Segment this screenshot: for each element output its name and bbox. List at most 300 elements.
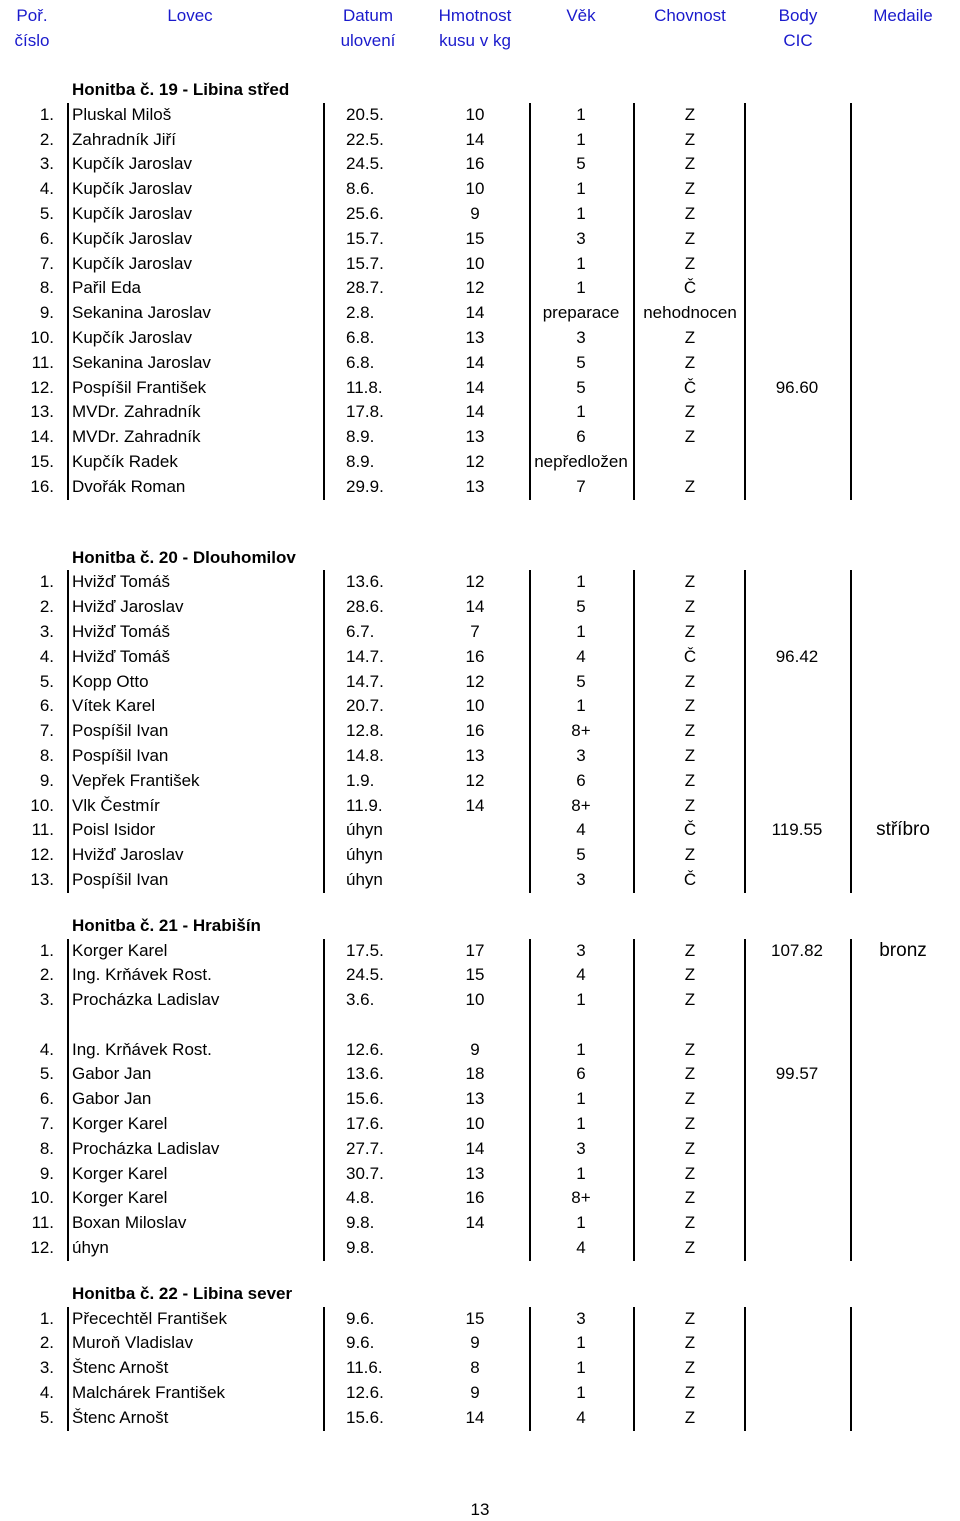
breeding-score: Z bbox=[684, 179, 696, 199]
column-divider bbox=[529, 1307, 531, 1431]
table-row bbox=[0, 1038, 960, 1063]
table-row bbox=[0, 103, 960, 128]
breeding-score: nehodnocen bbox=[643, 303, 737, 323]
breeding-score: Z bbox=[684, 1138, 696, 1158]
table-header bbox=[0, 0, 960, 57]
table-row bbox=[0, 1062, 960, 1087]
hunting-ground-section bbox=[0, 914, 960, 1261]
age: nepředložen bbox=[534, 451, 628, 471]
row-number: 15. bbox=[30, 451, 54, 471]
hunter-name: Procházka Ladislav bbox=[72, 1138, 220, 1158]
catch-date: 9.8. bbox=[346, 1238, 375, 1258]
age: 5 bbox=[576, 154, 586, 174]
hunter-name: Gabor Jan bbox=[72, 1089, 152, 1109]
table-row bbox=[0, 1112, 960, 1137]
header-line-1: Lovec bbox=[167, 6, 213, 25]
table-row bbox=[0, 128, 960, 153]
hunter-name: Dvořák Roman bbox=[72, 476, 186, 496]
row-number: 9. bbox=[39, 770, 54, 790]
hunter-name: Vepřek František bbox=[72, 770, 200, 790]
hunter-name: Vítek Karel bbox=[72, 696, 156, 716]
weight: 10 bbox=[465, 253, 485, 273]
breeding-score: Z bbox=[684, 253, 696, 273]
hunter-name: úhyn bbox=[72, 1238, 109, 1258]
row-number: 2. bbox=[39, 1333, 54, 1353]
breeding-score: Z bbox=[684, 696, 696, 716]
weight: 16 bbox=[465, 721, 485, 741]
catch-date: 25.6. bbox=[346, 203, 384, 223]
row-number: 4. bbox=[39, 646, 54, 666]
weight: 12 bbox=[465, 278, 485, 298]
catch-date: 15.7. bbox=[346, 253, 384, 273]
hunting-ground-section bbox=[0, 78, 960, 500]
header-col-points bbox=[760, 3, 836, 53]
row-number: 2. bbox=[39, 129, 54, 149]
weight: 14 bbox=[465, 597, 485, 617]
header-line-1: Věk bbox=[566, 6, 596, 25]
weight: 9 bbox=[470, 1039, 480, 1059]
table-row bbox=[0, 595, 960, 620]
hunter-name: Ing. Krňávek Rost. bbox=[72, 1039, 212, 1059]
breeding-score: Z bbox=[684, 352, 696, 372]
column-divider bbox=[633, 1307, 635, 1431]
section-title-row bbox=[0, 546, 960, 571]
row-number: 12. bbox=[30, 845, 54, 865]
weight: 10 bbox=[465, 990, 485, 1010]
age: 1 bbox=[576, 402, 586, 422]
table-row bbox=[0, 1236, 960, 1261]
hunter-name: Pospíšil Ivan bbox=[72, 721, 169, 741]
breeding-score: Z bbox=[684, 940, 696, 960]
hunting-ground-section bbox=[0, 546, 960, 893]
row-number: 11. bbox=[31, 1213, 54, 1233]
age: 5 bbox=[576, 377, 586, 397]
catch-date: úhyn bbox=[346, 820, 383, 840]
row-number: 14. bbox=[30, 427, 54, 447]
weight: 14 bbox=[465, 303, 485, 323]
catch-date: 17.5. bbox=[346, 940, 384, 960]
weight: 16 bbox=[465, 1188, 485, 1208]
breeding-score: Z bbox=[684, 572, 696, 592]
table-row bbox=[0, 939, 960, 964]
row-number: 1. bbox=[39, 572, 54, 592]
hunt-records bbox=[0, 78, 960, 1431]
breeding-score: Z bbox=[684, 1407, 696, 1427]
column-divider bbox=[529, 103, 531, 500]
table-row bbox=[0, 963, 960, 988]
weight: 15 bbox=[465, 228, 485, 248]
cic-points: 107.82 bbox=[771, 940, 823, 960]
age: 6 bbox=[576, 1064, 586, 1084]
age: 1 bbox=[576, 203, 586, 223]
catch-date: 14.7. bbox=[346, 646, 384, 666]
table-row bbox=[0, 843, 960, 868]
catch-date: 12.8. bbox=[346, 721, 384, 741]
hunter-name: Kupčík Radek bbox=[72, 451, 178, 471]
header-line-2: číslo bbox=[14, 31, 50, 50]
column-divider bbox=[67, 939, 69, 1261]
row-number: 6. bbox=[39, 228, 54, 248]
hunter-name: Kupčík Jaroslav bbox=[72, 179, 192, 199]
header-col-date bbox=[336, 3, 400, 53]
age: 1 bbox=[576, 278, 586, 298]
hunter-name: Kupčík Jaroslav bbox=[72, 253, 192, 273]
age: 1 bbox=[576, 1089, 586, 1109]
section-title: Honitba č. 20 - Dlouhomilov bbox=[72, 547, 296, 567]
catch-date: 13.6. bbox=[346, 1064, 384, 1084]
hunter-name: Boxan Miloslav bbox=[72, 1213, 187, 1233]
age: 5 bbox=[576, 671, 586, 691]
weight: 14 bbox=[465, 795, 485, 815]
catch-date: 12.6. bbox=[346, 1039, 384, 1059]
table-row bbox=[0, 450, 960, 475]
catch-date: 27.7. bbox=[346, 1138, 384, 1158]
age: 1 bbox=[576, 1114, 586, 1134]
hunter-name: Hvižď Tomáš bbox=[72, 621, 170, 641]
catch-date: 6.8. bbox=[346, 352, 375, 372]
catch-date: 11.8. bbox=[346, 377, 383, 397]
hunter-name: Pařil Eda bbox=[72, 278, 141, 298]
column-divider bbox=[744, 570, 746, 892]
cic-points: 96.42 bbox=[775, 646, 819, 666]
row-number: 5. bbox=[39, 1064, 54, 1084]
header-col-medal bbox=[848, 3, 958, 28]
breeding-score: Z bbox=[684, 427, 696, 447]
age: 3 bbox=[576, 745, 586, 765]
age: 7 bbox=[576, 476, 586, 496]
table-row bbox=[0, 1307, 960, 1332]
table-row bbox=[0, 694, 960, 719]
weight: 14 bbox=[465, 1213, 485, 1233]
row-number: 5. bbox=[39, 1407, 54, 1427]
hunter-name: Ing. Krňávek Rost. bbox=[72, 965, 212, 985]
weight: 15 bbox=[465, 965, 485, 985]
weight: 13 bbox=[465, 476, 485, 496]
row-number: 10. bbox=[30, 795, 54, 815]
age: 5 bbox=[576, 597, 586, 617]
catch-date: 2.8. bbox=[346, 303, 375, 323]
catch-date: 11.6. bbox=[346, 1358, 383, 1378]
table-row bbox=[0, 276, 960, 301]
weight: 12 bbox=[465, 451, 485, 471]
age: 1 bbox=[576, 1039, 586, 1059]
column-divider bbox=[529, 570, 531, 892]
column-divider bbox=[67, 103, 69, 500]
breeding-score: Z bbox=[684, 1188, 696, 1208]
age: 4 bbox=[576, 646, 586, 666]
section-title: Honitba č. 22 - Libina sever bbox=[72, 1283, 293, 1303]
hunter-name: Pluskal Miloš bbox=[72, 104, 172, 124]
header-line-1: Chovnost bbox=[654, 6, 726, 25]
column-divider bbox=[850, 570, 852, 892]
hunter-name: MVDr. Zahradník bbox=[72, 402, 201, 422]
breeding-score: Z bbox=[684, 597, 696, 617]
row-number: 3. bbox=[39, 154, 54, 174]
hunter-name: Štenc Arnošt bbox=[72, 1358, 169, 1378]
table-row bbox=[0, 1087, 960, 1112]
catch-date: 8.9. bbox=[346, 427, 375, 447]
cic-points: 119.55 bbox=[771, 820, 823, 840]
age: 4 bbox=[576, 965, 586, 985]
table-row bbox=[0, 1381, 960, 1406]
catch-date: 28.7. bbox=[346, 278, 384, 298]
breeding-score: Z bbox=[684, 1089, 696, 1109]
hunter-name: Kupčík Jaroslav bbox=[72, 327, 192, 347]
weight: 13 bbox=[465, 745, 485, 765]
hunter-name: Sekanina Jaroslav bbox=[72, 303, 211, 323]
header-col-score bbox=[640, 3, 740, 28]
section-title: Honitba č. 21 - Hrabišín bbox=[72, 915, 261, 935]
catch-date: úhyn bbox=[346, 869, 383, 889]
breeding-score: Z bbox=[684, 621, 696, 641]
age: 8+ bbox=[571, 795, 591, 815]
hunter-name: Pospíšil Ivan bbox=[72, 745, 169, 765]
weight: 14 bbox=[465, 1138, 485, 1158]
row-number: 11. bbox=[31, 820, 54, 840]
row-number: 2. bbox=[39, 965, 54, 985]
hunter-name: Poisl Isidor bbox=[72, 820, 156, 840]
catch-date: 24.5. bbox=[346, 154, 384, 174]
breeding-score: Z bbox=[684, 104, 696, 124]
header-col-age bbox=[545, 3, 617, 28]
weight: 14 bbox=[465, 129, 485, 149]
row-number: 8. bbox=[39, 745, 54, 765]
table-row bbox=[0, 818, 960, 843]
catch-date: 17.8. bbox=[346, 402, 384, 422]
row-number: 10. bbox=[30, 1188, 54, 1208]
table-row bbox=[0, 1186, 960, 1211]
row-number: 13. bbox=[30, 869, 54, 889]
hunter-name: Korger Karel bbox=[72, 1114, 168, 1134]
row-number: 4. bbox=[39, 179, 54, 199]
catch-date: 22.5. bbox=[346, 129, 384, 149]
catch-date: 24.5. bbox=[346, 965, 384, 985]
age: 3 bbox=[576, 228, 586, 248]
weight: 14 bbox=[465, 377, 485, 397]
catch-date: 20.7. bbox=[346, 696, 384, 716]
weight: 14 bbox=[465, 1407, 485, 1427]
age: 1 bbox=[576, 179, 586, 199]
table-row bbox=[0, 645, 960, 670]
section-table bbox=[0, 1307, 960, 1431]
column-divider bbox=[850, 103, 852, 500]
age: 3 bbox=[576, 940, 586, 960]
age: 1 bbox=[576, 621, 586, 641]
row-number: 9. bbox=[39, 1163, 54, 1183]
age: 6 bbox=[576, 770, 586, 790]
table-row bbox=[0, 1137, 960, 1162]
breeding-score: Z bbox=[684, 1163, 696, 1183]
hunter-name: Malchárek František bbox=[72, 1383, 226, 1403]
row-number: 4. bbox=[39, 1039, 54, 1059]
breeding-score: Z bbox=[684, 795, 696, 815]
catch-date: 12.6. bbox=[346, 1383, 384, 1403]
row-number: 11. bbox=[31, 352, 54, 372]
table-row bbox=[0, 152, 960, 177]
weight: 17 bbox=[465, 940, 485, 960]
table-row bbox=[0, 326, 960, 351]
row-number: 6. bbox=[39, 1089, 54, 1109]
breeding-score: Z bbox=[684, 402, 696, 422]
age: 1 bbox=[576, 1163, 586, 1183]
row-number: 3. bbox=[39, 1358, 54, 1378]
hunting-ground-section bbox=[0, 1282, 960, 1431]
table-row bbox=[0, 1211, 960, 1236]
table-row bbox=[0, 868, 960, 893]
spacer-row bbox=[0, 1013, 960, 1038]
weight: 7 bbox=[470, 621, 480, 641]
age: 1 bbox=[576, 696, 586, 716]
breeding-score: Z bbox=[684, 228, 696, 248]
header-col-hunter bbox=[90, 3, 290, 28]
table-row bbox=[0, 744, 960, 769]
weight: 13 bbox=[465, 327, 485, 347]
cic-points: 96.60 bbox=[775, 377, 819, 397]
catch-date: 15.6. bbox=[346, 1407, 384, 1427]
age: 1 bbox=[576, 1333, 586, 1353]
column-divider bbox=[323, 570, 325, 892]
hunter-name: Muroň Vladislav bbox=[72, 1333, 193, 1353]
section-table bbox=[0, 103, 960, 500]
hunter-name: Hvižď Tomáš bbox=[72, 572, 170, 592]
breeding-score: Z bbox=[684, 203, 696, 223]
age: 4 bbox=[576, 1238, 586, 1258]
weight: 10 bbox=[465, 696, 485, 716]
age: 5 bbox=[576, 352, 586, 372]
age: 6 bbox=[576, 427, 586, 447]
row-number: 8. bbox=[39, 1138, 54, 1158]
age: 1 bbox=[576, 1358, 586, 1378]
table-row bbox=[0, 301, 960, 326]
age: 1 bbox=[576, 1383, 586, 1403]
row-number: 12. bbox=[30, 377, 54, 397]
column-divider bbox=[744, 939, 746, 1261]
catch-date: 9.6. bbox=[346, 1308, 375, 1328]
header-line-2: ulovení bbox=[340, 31, 396, 50]
weight: 13 bbox=[465, 427, 485, 447]
breeding-score: Z bbox=[684, 671, 696, 691]
column-divider bbox=[529, 939, 531, 1261]
header-line-2: kusu v kg bbox=[439, 31, 511, 50]
breeding-score: Z bbox=[684, 745, 696, 765]
catch-date: 8.6. bbox=[346, 179, 375, 199]
hunter-name: Gabor Jan bbox=[72, 1064, 152, 1084]
catch-date: 9.6. bbox=[346, 1333, 375, 1353]
weight: 14 bbox=[465, 352, 485, 372]
breeding-score: Z bbox=[684, 1064, 696, 1084]
table-row bbox=[0, 1406, 960, 1431]
table-row bbox=[0, 177, 960, 202]
weight: 10 bbox=[465, 179, 485, 199]
row-number: 7. bbox=[39, 1114, 54, 1134]
table-row bbox=[0, 620, 960, 645]
table-row bbox=[0, 1356, 960, 1381]
hunter-name: Štenc Arnošt bbox=[72, 1407, 169, 1427]
table-row bbox=[0, 1162, 960, 1187]
breeding-score: Z bbox=[684, 1039, 696, 1059]
header-line-1: Hmotnost bbox=[438, 6, 512, 25]
column-divider bbox=[744, 103, 746, 500]
hunter-name: Korger Karel bbox=[72, 940, 168, 960]
table-row bbox=[0, 475, 960, 500]
header-line-1: Poř. bbox=[16, 6, 48, 25]
table-row bbox=[0, 252, 960, 277]
row-number: 13. bbox=[30, 402, 54, 422]
breeding-score: Z bbox=[684, 154, 696, 174]
table-row bbox=[0, 769, 960, 794]
row-number: 7. bbox=[39, 253, 54, 273]
row-number: 12. bbox=[30, 1238, 54, 1258]
column-divider bbox=[323, 939, 325, 1261]
row-number: 5. bbox=[39, 203, 54, 223]
weight: 16 bbox=[465, 646, 485, 666]
catch-date: 28.6. bbox=[346, 597, 384, 617]
age: 1 bbox=[576, 253, 586, 273]
breeding-score: Z bbox=[684, 721, 696, 741]
hunter-name: Zahradník Jiří bbox=[72, 129, 176, 149]
table-row bbox=[0, 794, 960, 819]
hunter-name: Kupčík Jaroslav bbox=[72, 154, 192, 174]
catch-date: 3.6. bbox=[346, 990, 375, 1010]
hunter-name: Korger Karel bbox=[72, 1188, 168, 1208]
weight: 9 bbox=[470, 1333, 480, 1353]
column-divider bbox=[850, 939, 852, 1261]
weight: 15 bbox=[465, 1308, 485, 1328]
breeding-score: Z bbox=[684, 1213, 696, 1233]
age: 3 bbox=[576, 869, 586, 889]
breeding-score: Z bbox=[684, 1114, 696, 1134]
column-divider bbox=[323, 103, 325, 500]
column-divider bbox=[633, 939, 635, 1261]
hunter-name: Hvižď Jaroslav bbox=[72, 597, 184, 617]
age: 3 bbox=[576, 1308, 586, 1328]
header-line-1: Body bbox=[778, 6, 818, 25]
catch-date: úhyn bbox=[346, 845, 383, 865]
catch-date: 14.8. bbox=[346, 745, 384, 765]
breeding-score: Č bbox=[683, 646, 697, 666]
breeding-score: Z bbox=[684, 1238, 696, 1258]
breeding-score: Z bbox=[684, 770, 696, 790]
breeding-score: Z bbox=[684, 476, 696, 496]
catch-date: 4.8. bbox=[346, 1188, 375, 1208]
table-row bbox=[0, 719, 960, 744]
age: 1 bbox=[576, 1213, 586, 1233]
hunter-name: Sekanina Jaroslav bbox=[72, 352, 211, 372]
medal: bronz bbox=[879, 939, 927, 961]
header-line-1: Medaile bbox=[873, 6, 933, 25]
weight: 8 bbox=[470, 1358, 480, 1378]
hunter-name: Vlk Čestmír bbox=[72, 795, 160, 815]
section-title-row bbox=[0, 78, 960, 103]
breeding-score: Z bbox=[684, 1358, 696, 1378]
medal: stříbro bbox=[876, 819, 930, 841]
table-row bbox=[0, 670, 960, 695]
hunter-name: Kopp Otto bbox=[72, 671, 149, 691]
catch-date: 29.9. bbox=[346, 476, 384, 496]
row-number: 6. bbox=[39, 696, 54, 716]
row-number: 1. bbox=[39, 104, 54, 124]
row-number: 10. bbox=[30, 327, 54, 347]
table-row bbox=[0, 227, 960, 252]
column-divider bbox=[744, 1307, 746, 1431]
breeding-score: Č bbox=[683, 278, 697, 298]
breeding-score: Z bbox=[684, 845, 696, 865]
section-title-row bbox=[0, 1282, 960, 1307]
cic-points: 99.57 bbox=[775, 1064, 819, 1084]
hunter-name: Kupčík Jaroslav bbox=[72, 203, 192, 223]
header-line-2: CIC bbox=[783, 31, 813, 50]
page-number: 13 bbox=[470, 1500, 490, 1519]
